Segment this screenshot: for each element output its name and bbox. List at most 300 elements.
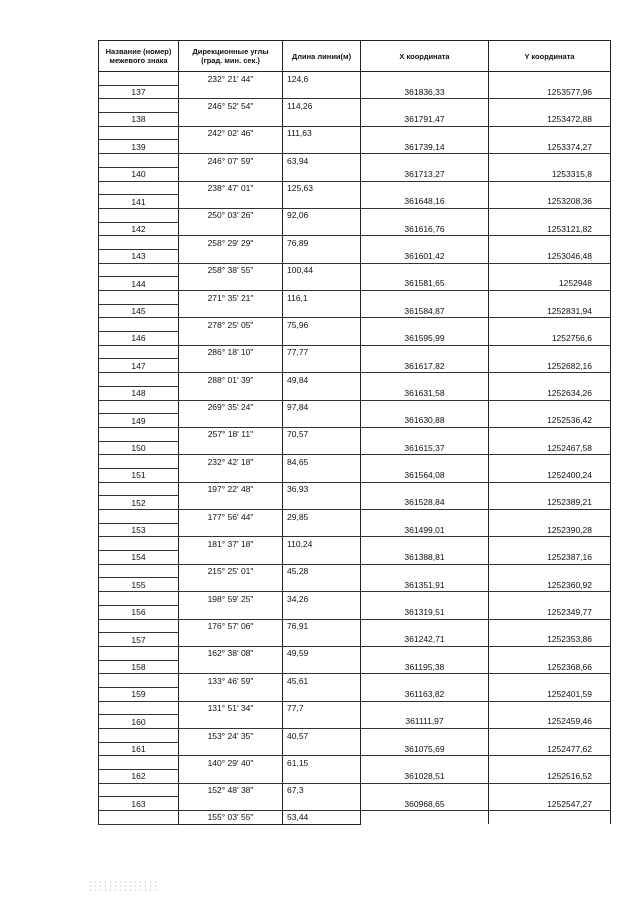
cell-line-length xyxy=(283,633,361,647)
cell-y-coordinate: 1253121,82 xyxy=(489,222,611,236)
cell-point-name xyxy=(99,537,179,551)
cell-line-length xyxy=(283,332,361,346)
table-header xyxy=(99,41,611,72)
cell-direction-angle xyxy=(179,742,283,756)
cell-direction-angle: 177° 56' 44" xyxy=(179,510,283,524)
cell-x-coordinate xyxy=(361,400,489,414)
cell-x-coordinate: 361615,37 xyxy=(361,441,489,455)
cell-line-length: 53,44 xyxy=(283,811,361,825)
cell-point-name: 140 xyxy=(99,167,179,181)
table-row-segment xyxy=(99,345,611,359)
cell-direction-angle: 155° 03' 55" xyxy=(179,811,283,825)
table-row-segment xyxy=(99,510,611,524)
cell-point-name xyxy=(99,400,179,414)
cell-direction-angle xyxy=(179,715,283,729)
cell-direction-angle: 286° 18' 10" xyxy=(179,345,283,359)
cell-x-coordinate xyxy=(361,427,489,441)
cell-direction-angle: 246° 07' 59" xyxy=(179,154,283,168)
cell-x-coordinate xyxy=(361,318,489,332)
boundary-coordinates-table xyxy=(98,40,611,825)
cell-x-coordinate: 361631,58 xyxy=(361,386,489,400)
table-row-segment xyxy=(99,537,611,551)
cell-x-coordinate: 361836,33 xyxy=(361,85,489,99)
cell-direction-angle: 258° 38' 55" xyxy=(179,263,283,277)
table-row-point xyxy=(99,222,611,236)
header-angle: Дирекционные углы (град. мин. сек.) xyxy=(179,41,283,72)
table-row-segment xyxy=(99,646,611,660)
table-row-segment xyxy=(99,619,611,633)
cell-direction-angle xyxy=(179,468,283,482)
cell-line-length xyxy=(283,113,361,127)
cell-point-name xyxy=(99,564,179,578)
table-body xyxy=(99,72,611,825)
cell-y-coordinate xyxy=(489,537,611,551)
cell-y-coordinate xyxy=(489,510,611,524)
cell-line-length: 77,77 xyxy=(283,345,361,359)
cell-x-coordinate: 361388,81 xyxy=(361,551,489,565)
cell-point-name xyxy=(99,208,179,222)
cell-x-coordinate: 361319,51 xyxy=(361,605,489,619)
cell-direction-angle xyxy=(179,797,283,811)
cell-line-length: 67,3 xyxy=(283,783,361,797)
cell-line-length: 70,57 xyxy=(283,427,361,441)
cell-x-coordinate xyxy=(361,811,489,825)
cell-x-coordinate xyxy=(361,345,489,359)
cell-x-coordinate: 361242,71 xyxy=(361,633,489,647)
table-row-point xyxy=(99,85,611,99)
table-row-point xyxy=(99,770,611,784)
table-row-point xyxy=(99,195,611,209)
cell-y-coordinate: 1252756,6 xyxy=(489,332,611,346)
cell-x-coordinate xyxy=(361,263,489,277)
cell-direction-angle xyxy=(179,332,283,346)
table-row-segment xyxy=(99,99,611,113)
cell-direction-angle: 257° 18' 11" xyxy=(179,427,283,441)
cell-point-name xyxy=(99,592,179,606)
table-row-point xyxy=(99,304,611,318)
cell-line-length xyxy=(283,140,361,154)
table-row-point xyxy=(99,441,611,455)
cell-x-coordinate: 361564,08 xyxy=(361,468,489,482)
cell-line-length xyxy=(283,523,361,537)
scan-noise xyxy=(88,880,158,892)
cell-line-length: 76,91 xyxy=(283,619,361,633)
cell-point-name: 147 xyxy=(99,359,179,373)
cell-y-coordinate: 1253208,36 xyxy=(489,195,611,209)
cell-point-name xyxy=(99,482,179,496)
cell-direction-angle xyxy=(179,523,283,537)
cell-y-coordinate xyxy=(489,756,611,770)
cell-point-name: 153 xyxy=(99,523,179,537)
cell-point-name xyxy=(99,236,179,250)
cell-point-name xyxy=(99,783,179,797)
cell-direction-angle xyxy=(179,660,283,674)
table-row-point xyxy=(99,249,611,263)
cell-point-name xyxy=(99,291,179,305)
cell-line-length xyxy=(283,605,361,619)
table-row-segment xyxy=(99,208,611,222)
cell-line-length xyxy=(283,167,361,181)
cell-line-length xyxy=(283,797,361,811)
cell-direction-angle xyxy=(179,414,283,428)
cell-direction-angle xyxy=(179,85,283,99)
cell-y-coordinate xyxy=(489,592,611,606)
table-row-segment xyxy=(99,482,611,496)
cell-y-coordinate: 1252349,77 xyxy=(489,605,611,619)
cell-direction-angle xyxy=(179,578,283,592)
cell-direction-angle: 131° 51' 34" xyxy=(179,701,283,715)
cell-x-coordinate: 361584,87 xyxy=(361,304,489,318)
cell-line-length: 49,59 xyxy=(283,646,361,660)
table-row-point xyxy=(99,633,611,647)
cell-x-coordinate xyxy=(361,619,489,633)
cell-point-name: 145 xyxy=(99,304,179,318)
cell-point-name xyxy=(99,263,179,277)
cell-y-coordinate xyxy=(489,701,611,715)
cell-y-coordinate xyxy=(489,263,611,277)
cell-direction-angle xyxy=(179,605,283,619)
cell-point-name: 142 xyxy=(99,222,179,236)
cell-line-length: 125,63 xyxy=(283,181,361,195)
table-row-point xyxy=(99,167,611,181)
cell-point-name: 161 xyxy=(99,742,179,756)
cell-line-length xyxy=(283,195,361,209)
cell-direction-angle: 288° 01' 39" xyxy=(179,373,283,387)
cell-line-length xyxy=(283,687,361,701)
table-row-point xyxy=(99,551,611,565)
cell-line-length: 40,57 xyxy=(283,729,361,743)
cell-line-length xyxy=(283,770,361,784)
cell-y-coordinate xyxy=(489,783,611,797)
cell-line-length: 76,89 xyxy=(283,236,361,250)
table-row-segment xyxy=(99,729,611,743)
cell-y-coordinate xyxy=(489,619,611,633)
table-row-segment xyxy=(99,181,611,195)
cell-point-name: 152 xyxy=(99,496,179,510)
cell-line-length: 114,26 xyxy=(283,99,361,113)
cell-x-coordinate xyxy=(361,154,489,168)
cell-direction-angle: 140° 29' 40" xyxy=(179,756,283,770)
cell-line-length: 63,94 xyxy=(283,154,361,168)
cell-x-coordinate xyxy=(361,564,489,578)
cell-y-coordinate: 1252368,66 xyxy=(489,660,611,674)
cell-line-length: 61,15 xyxy=(283,756,361,770)
cell-line-length xyxy=(283,249,361,263)
cell-x-coordinate: 361791,47 xyxy=(361,113,489,127)
cell-direction-angle: 246° 52' 54" xyxy=(179,99,283,113)
cell-y-coordinate: 1252547,27 xyxy=(489,797,611,811)
cell-direction-angle xyxy=(179,551,283,565)
cell-line-length: 36,93 xyxy=(283,482,361,496)
cell-x-coordinate xyxy=(361,373,489,387)
table-row-point xyxy=(99,715,611,729)
cell-y-coordinate xyxy=(489,236,611,250)
cell-x-coordinate: 361528,84 xyxy=(361,496,489,510)
table-row-segment xyxy=(99,592,611,606)
cell-line-length: 29,85 xyxy=(283,510,361,524)
cell-x-coordinate: 360968,65 xyxy=(361,797,489,811)
cell-x-coordinate: 361630,88 xyxy=(361,414,489,428)
table-row-segment xyxy=(99,373,611,387)
cell-line-length xyxy=(283,578,361,592)
cell-direction-angle xyxy=(179,770,283,784)
cell-y-coordinate: 1252536,42 xyxy=(489,414,611,428)
table-row-point xyxy=(99,113,611,127)
cell-point-name: 158 xyxy=(99,660,179,674)
cell-y-coordinate xyxy=(489,373,611,387)
cell-y-coordinate: 1252400,24 xyxy=(489,468,611,482)
cell-x-coordinate xyxy=(361,236,489,250)
table-row-point xyxy=(99,414,611,428)
cell-direction-angle xyxy=(179,277,283,291)
cell-point-name xyxy=(99,154,179,168)
cell-point-name: 160 xyxy=(99,715,179,729)
cell-point-name: 144 xyxy=(99,277,179,291)
cell-x-coordinate xyxy=(361,537,489,551)
cell-line-length: 45,28 xyxy=(283,564,361,578)
cell-y-coordinate xyxy=(489,345,611,359)
cell-line-length xyxy=(283,359,361,373)
cell-y-coordinate xyxy=(489,427,611,441)
cell-point-name: 150 xyxy=(99,441,179,455)
cell-y-coordinate: 1252634,26 xyxy=(489,386,611,400)
cell-line-length xyxy=(283,386,361,400)
cell-y-coordinate: 1252948 xyxy=(489,277,611,291)
table-row-point xyxy=(99,797,611,811)
cell-x-coordinate: 361648,16 xyxy=(361,195,489,209)
cell-line-length: 34,26 xyxy=(283,592,361,606)
cell-direction-angle xyxy=(179,441,283,455)
cell-line-length xyxy=(283,468,361,482)
cell-x-coordinate xyxy=(361,181,489,195)
cell-y-coordinate xyxy=(489,72,611,86)
cell-x-coordinate xyxy=(361,674,489,688)
cell-point-name xyxy=(99,345,179,359)
cell-line-length: 97,84 xyxy=(283,400,361,414)
cell-y-coordinate xyxy=(489,811,611,825)
cell-point-name: 141 xyxy=(99,195,179,209)
cell-y-coordinate xyxy=(489,291,611,305)
cell-point-name xyxy=(99,701,179,715)
cell-line-length: 110,24 xyxy=(283,537,361,551)
cell-y-coordinate: 1252401,59 xyxy=(489,687,611,701)
cell-point-name: 151 xyxy=(99,468,179,482)
cell-x-coordinate: 361075,69 xyxy=(361,742,489,756)
cell-line-length: 100,44 xyxy=(283,263,361,277)
cell-y-coordinate xyxy=(489,674,611,688)
table-row-point xyxy=(99,660,611,674)
cell-y-coordinate: 1252389,21 xyxy=(489,496,611,510)
cell-direction-angle: 153° 24' 35" xyxy=(179,729,283,743)
cell-x-coordinate: 361595,99 xyxy=(361,332,489,346)
table-row-segment xyxy=(99,455,611,469)
cell-line-length xyxy=(283,304,361,318)
cell-x-coordinate xyxy=(361,208,489,222)
cell-direction-angle: 133° 46' 59" xyxy=(179,674,283,688)
cell-line-length: 45,61 xyxy=(283,674,361,688)
cell-x-coordinate: 361195,38 xyxy=(361,660,489,674)
cell-x-coordinate: 361581,65 xyxy=(361,277,489,291)
cell-direction-angle: 162° 38' 08" xyxy=(179,646,283,660)
cell-direction-angle xyxy=(179,386,283,400)
table-row-segment xyxy=(99,783,611,797)
cell-point-name: 155 xyxy=(99,578,179,592)
table-row-segment xyxy=(99,236,611,250)
cell-line-length xyxy=(283,277,361,291)
cell-y-coordinate xyxy=(489,318,611,332)
table-row-segment xyxy=(99,427,611,441)
cell-point-name xyxy=(99,619,179,633)
cell-direction-angle xyxy=(179,496,283,510)
cell-direction-angle: 278° 25' 05" xyxy=(179,318,283,332)
cell-point-name: 149 xyxy=(99,414,179,428)
cell-x-coordinate xyxy=(361,783,489,797)
cell-point-name xyxy=(99,510,179,524)
cell-direction-angle: 197° 22' 48" xyxy=(179,482,283,496)
cell-point-name: 148 xyxy=(99,386,179,400)
cell-point-name: 159 xyxy=(99,687,179,701)
cell-point-name xyxy=(99,318,179,332)
cell-line-length xyxy=(283,551,361,565)
cell-x-coordinate: 361601,42 xyxy=(361,249,489,263)
cell-direction-angle: 198° 59' 25" xyxy=(179,592,283,606)
cell-point-name xyxy=(99,72,179,86)
table-row-point xyxy=(99,359,611,373)
cell-direction-angle: 238° 47' 01" xyxy=(179,181,283,195)
header-length: Длина линии(м) xyxy=(283,41,361,72)
cell-line-length xyxy=(283,222,361,236)
cell-line-length: 124,6 xyxy=(283,72,361,86)
cell-direction-angle: 232° 21' 44" xyxy=(179,72,283,86)
cell-direction-angle: 250° 03' 26" xyxy=(179,208,283,222)
cell-y-coordinate xyxy=(489,729,611,743)
cell-y-coordinate xyxy=(489,400,611,414)
table-row-point xyxy=(99,687,611,701)
cell-direction-angle xyxy=(179,687,283,701)
cell-y-coordinate: 1252387,16 xyxy=(489,551,611,565)
cell-y-coordinate: 1252467,58 xyxy=(489,441,611,455)
cell-direction-angle: 271° 35' 21" xyxy=(179,291,283,305)
cell-direction-angle: 269° 35' 24" xyxy=(179,400,283,414)
cell-y-coordinate xyxy=(489,181,611,195)
table-row-point xyxy=(99,578,611,592)
table-row-segment xyxy=(99,674,611,688)
cell-point-name xyxy=(99,455,179,469)
cell-direction-angle: 152° 48' 38" xyxy=(179,783,283,797)
cell-y-coordinate: 1252459,46 xyxy=(489,715,611,729)
cell-point-name xyxy=(99,427,179,441)
cell-x-coordinate: 361163,82 xyxy=(361,687,489,701)
cell-direction-angle xyxy=(179,249,283,263)
cell-line-length: 49,84 xyxy=(283,373,361,387)
cell-line-length: 92,06 xyxy=(283,208,361,222)
table-row-point xyxy=(99,277,611,291)
table-row-segment xyxy=(99,263,611,277)
cell-line-length xyxy=(283,414,361,428)
table-row-segment xyxy=(99,701,611,715)
cell-direction-angle xyxy=(179,140,283,154)
cell-y-coordinate xyxy=(489,154,611,168)
cell-point-name: 163 xyxy=(99,797,179,811)
cell-point-name: 138 xyxy=(99,113,179,127)
cell-x-coordinate xyxy=(361,592,489,606)
cell-y-coordinate xyxy=(489,208,611,222)
cell-line-length xyxy=(283,742,361,756)
cell-x-coordinate: 361617,82 xyxy=(361,359,489,373)
cell-y-coordinate xyxy=(489,126,611,140)
cell-point-name xyxy=(99,674,179,688)
header-x: X координата xyxy=(361,41,489,72)
header-y: Y координата xyxy=(489,41,611,72)
cell-y-coordinate: 1252831,94 xyxy=(489,304,611,318)
cell-x-coordinate xyxy=(361,482,489,496)
table-row-point xyxy=(99,523,611,537)
cell-y-coordinate xyxy=(489,455,611,469)
cell-direction-angle xyxy=(179,222,283,236)
cell-x-coordinate xyxy=(361,646,489,660)
cell-x-coordinate: 361028,51 xyxy=(361,770,489,784)
cell-line-length: 116,1 xyxy=(283,291,361,305)
cell-y-coordinate xyxy=(489,646,611,660)
table-row-point xyxy=(99,496,611,510)
header-name: Название (номер) межевого знака xyxy=(99,41,179,72)
cell-point-name: 139 xyxy=(99,140,179,154)
cell-y-coordinate: 1253472,88 xyxy=(489,113,611,127)
table-row-segment xyxy=(99,72,611,86)
table-row-segment xyxy=(99,291,611,305)
cell-point-name: 137 xyxy=(99,85,179,99)
cell-line-length xyxy=(283,441,361,455)
cell-x-coordinate xyxy=(361,701,489,715)
cell-x-coordinate xyxy=(361,99,489,113)
table-row-point xyxy=(99,332,611,346)
cell-point-name: 157 xyxy=(99,633,179,647)
cell-line-length: 111,63 xyxy=(283,126,361,140)
cell-y-coordinate: 1253315,8 xyxy=(489,167,611,181)
cell-point-name: 154 xyxy=(99,551,179,565)
cell-point-name: 143 xyxy=(99,249,179,263)
cell-line-length xyxy=(283,660,361,674)
cell-y-coordinate: 1252682,16 xyxy=(489,359,611,373)
table-row-point xyxy=(99,140,611,154)
cell-direction-angle xyxy=(179,359,283,373)
cell-direction-angle: 242° 02' 46" xyxy=(179,126,283,140)
cell-direction-angle xyxy=(179,167,283,181)
cell-point-name xyxy=(99,126,179,140)
cell-x-coordinate: 361739,14 xyxy=(361,140,489,154)
cell-line-length: 77,7 xyxy=(283,701,361,715)
cell-line-length xyxy=(283,715,361,729)
cell-x-coordinate: 361616,76 xyxy=(361,222,489,236)
cell-y-coordinate: 1252477,62 xyxy=(489,742,611,756)
table-row-segment xyxy=(99,811,611,825)
cell-point-name xyxy=(99,756,179,770)
cell-y-coordinate xyxy=(489,564,611,578)
cell-line-length xyxy=(283,85,361,99)
cell-point-name xyxy=(99,373,179,387)
cell-line-length xyxy=(283,496,361,510)
cell-point-name: 162 xyxy=(99,770,179,784)
cell-x-coordinate xyxy=(361,729,489,743)
cell-direction-angle: 181° 37' 18" xyxy=(179,537,283,551)
cell-direction-angle xyxy=(179,113,283,127)
cell-point-name xyxy=(99,181,179,195)
cell-direction-angle: 232° 42' 18" xyxy=(179,455,283,469)
table-row-segment xyxy=(99,154,611,168)
cell-y-coordinate: 1252516,52 xyxy=(489,770,611,784)
cell-line-length: 84,65 xyxy=(283,455,361,469)
cell-x-coordinate xyxy=(361,126,489,140)
